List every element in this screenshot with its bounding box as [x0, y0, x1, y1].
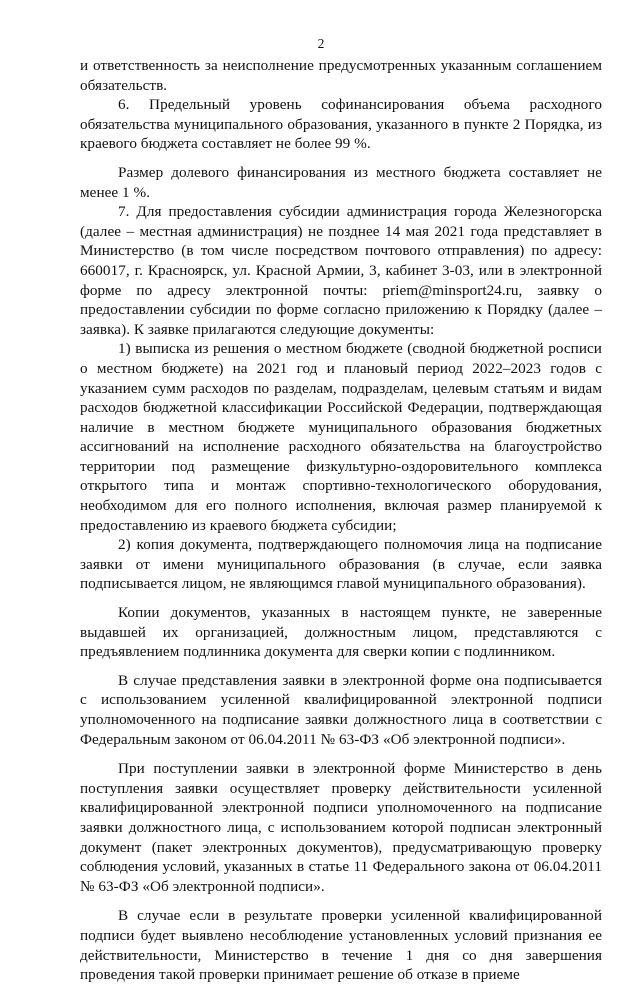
paragraph-refusal: В случае если в результате проверки усиленной квалифицированной подписи будет выявлено несоблюдение установленных условий признания ее действительности, Министерство в течение 1 дня со дня завершения проведения такой проверки принимает решение об отказе в приеме — [80, 907, 602, 984]
paragraph-electronic-form: В случае представления заявки в электронной форме она подписывается с использованием усиленной квалифицированной электронной подписи уполномоченного на подписание заявки должностного лица в соответствии с Федеральным законом от 06.04.2011 № 63-ФЗ «Об электронной подписи». — [80, 671, 602, 748]
paragraph-continuation: и ответственность за неисполнение предусмотренных указанным соглашением обязательств. — [80, 57, 602, 94]
paragraph-doc-2: 2) копия документа, подтверждающего полномочия лица на подписание заявки от имени муниципального образования (в случае, если заявка подписывается лицом, не являющимся главой муниципального образования). — [80, 536, 602, 593]
paragraph-item-6: 6. Предельный уровень софинансирования объема расходного обязательства муниципального образования, указанного в пункте 2 Порядка, из краевого бюджета составляет не более 99 %. — [80, 96, 602, 153]
paragraph-item-7: 7. Для предоставления субсидии администрация города Железногорска (далее – местная администрация) не позднее 14 мая 2021 года представляет в Министерство (в том числе посредством почтового отправления) по адресу: 660017, г. Красноярск, ул. Красной Армии, 3, кабинет 3-03, или в электронной форме по адресу электронной почты: priem@minsport24.ru, заявку о предоставлении субсидии по форме согласно приложению к Порядку (далее – заявка). К заявке прилагаются следующие документы: — [80, 203, 602, 338]
page-number: 2 — [317, 36, 325, 51]
paragraph-copies: Копии документов, указанных в настоящем пункте, не заверенные выдавшей их организацией, должностным лицом, представляются с предъявлением подлинника документа для сверки копии с подлинником. — [80, 604, 602, 661]
paragraph-share-financing: Размер долевого финансирования из местного бюджета составляет не менее 1 %. — [80, 163, 602, 201]
paragraph-verification: При поступлении заявки в электронной форме Министерство в день поступления заявки осуществляет проверку действительности усиленной квалифицированной электронной подписи уполномоченного на подписание заявки должностного лица, с использованием которой подписан электронный документ (пакет электронных документов), предусматривающую проверку соблюдения условий, указанных в статье 11 Федерального закона от 06.04.2011 № 63-ФЗ «Об электронной подписи». — [80, 760, 602, 895]
paragraph-doc-1: 1) выписка из решения о местном бюджете (сводной бюджетной росписи о местном бюджете) на 2021 год и плановый период 2022–2023 годов с указанием сумм расходов по разделам, подразделам, целевым статьям и видам расходов бюджетной классификации Российской Федерации, подтверждающая наличие в местном бюджете муниципального образования бюджетных ассигнований на исполнение расходного обязательства на благоустройство территории под размещение физкультурно-оздоровительного комплекса открытого типа и монтаж спортивно-технологического оборудования, необходимом для его полного исполнения, включая размер планируемой к предоставлению из краевого бюджета субсидии; — [80, 340, 602, 534]
